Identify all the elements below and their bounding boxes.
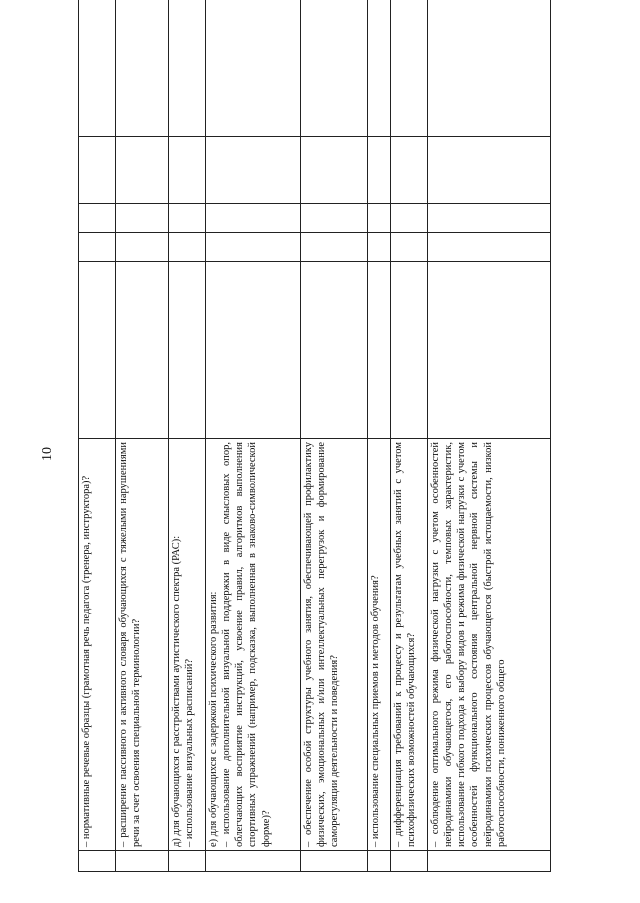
table-row — [428, 0, 551, 872]
criterion-cell: – расширение пассивного и активного словаря обучающихся с тяжелыми нарушениями речи за счет освоения специальной терминологии? — [116, 439, 169, 851]
table-row — [301, 0, 368, 872]
criterion-cell: – использование специальных приемов и методов обучения? — [368, 439, 391, 851]
table-row — [206, 0, 301, 872]
criterion-cell: – дифференциация требований к процессу и результатам учебных занятий с учетом психофизических возможностей обучающихся? — [391, 439, 428, 851]
criterion-cell: – обеспечение особой структуры учебного занятия, обеспечивающей профилактику физических, эмоциональных и/или интеллектуальных перегрузок и формирование саморегуляции деятельности и поведения? — [301, 439, 368, 851]
criterion-cell: е) для обучающихся с задержкой психического развития: – использование дополнительной визуальной поддержки в виде смысловых опор, облегчающих восприятие инструкций, усвоение правил, алгоритмов выполнения спортивных упражнений (например, подсказка, выполненная в знаково-символической форме)? — [206, 439, 301, 851]
criterion-cell: д) для обучающихся с расстройствами аутистического спектра (РАС): – использование визуальных расписаний? — [169, 439, 206, 851]
criterion-cell: – соблюдение оптимального режима физической нагрузки с учетом особенностей нейродинамики обучающегося, его работоспособности, темповых характеристик, использование гибкого подхода к выбору видов и режима физической нагрузки с учетом особенностей функционального состояния центральной нервной системы и нейродинамики психических процессов обучающегося (быстрой истощаемости, низкой работоспособности, пониженного общего — [428, 439, 551, 851]
table-row — [391, 0, 428, 872]
table-row — [368, 0, 391, 872]
criterion-cell: – нормативные речевые образцы (грамотная речь педагога (тренера, инструктора)? — [79, 439, 116, 851]
table-row — [116, 0, 169, 872]
rotated-page — [78, 62, 598, 872]
criteria-table — [78, 0, 551, 872]
page-number: 10 — [40, 447, 55, 461]
table-row — [169, 0, 206, 872]
table-row — [79, 0, 116, 872]
